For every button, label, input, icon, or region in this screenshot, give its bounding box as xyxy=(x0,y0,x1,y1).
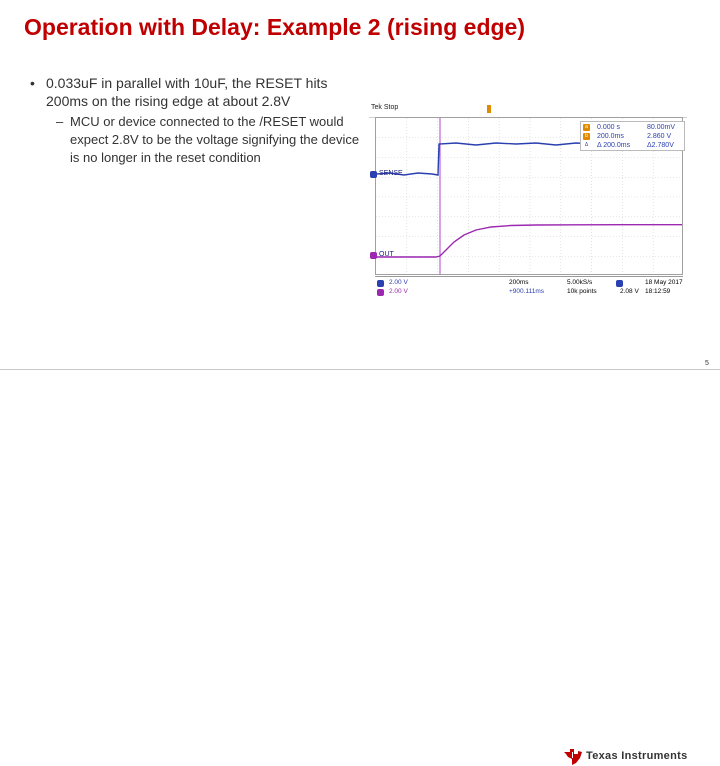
page-number: 5 xyxy=(705,360,709,367)
trigger-source-icon xyxy=(616,280,623,287)
record-length: 10k points xyxy=(567,288,597,295)
scope-settings-bar xyxy=(375,276,683,298)
measurement-row xyxy=(581,141,684,150)
measurement-row xyxy=(581,132,684,141)
scope-time: 18:12:59 xyxy=(645,288,671,295)
ti-brand-text: Texas Instruments xyxy=(586,750,688,762)
bullet-marker: • xyxy=(30,75,35,91)
scope-status: Tek Stop xyxy=(371,104,399,111)
ch1-scale-icon xyxy=(377,280,384,287)
ch2-marker-icon xyxy=(370,252,377,259)
bullet-list xyxy=(30,74,360,167)
timebase: 200ms xyxy=(509,279,529,286)
measurement-row xyxy=(581,123,684,132)
bullet-text: 0.033uF in parallel with 10uF, the RESET hits 200ms on the rising edge at about 2.8V xyxy=(46,75,328,109)
cursor-delta-value: Δ2.780V xyxy=(647,142,674,149)
scope-date: 18 May 2017 xyxy=(645,279,683,286)
scope-status-bar xyxy=(369,103,687,118)
ch1-label: SENSE xyxy=(379,170,403,177)
cursor-delta-badge: Δ xyxy=(584,142,589,148)
trigger-position: +900.111ms xyxy=(509,288,544,295)
sub-bullet-marker: – xyxy=(56,114,64,129)
cursor-b-time: 200.0ms xyxy=(597,133,624,140)
cursor-a-value: 80.00mV xyxy=(647,124,676,131)
ti-logo-icon xyxy=(563,746,583,766)
sub-bullet-item xyxy=(30,113,360,167)
trigger-marker xyxy=(487,105,491,113)
ch1-scale: 2.00 V xyxy=(389,279,408,286)
trigger-level: 2.08 V xyxy=(620,288,639,295)
cursor-delta-time: Δ 200.0ms xyxy=(597,142,631,149)
bullet-item xyxy=(30,74,360,110)
sub-bullet-text: MCU or device connected to the /RESET would expect 2.8V to be the voltage signifying the device is no longer in the reset condition xyxy=(70,114,360,165)
ch1-marker-icon xyxy=(370,171,377,178)
cursor-measurement-panel xyxy=(580,121,685,151)
slide-title: Operation with Delay: Example 2 (rising edge) xyxy=(24,14,526,40)
ch2-label: OUT xyxy=(379,251,394,258)
cursor-b-value: 2.860 V xyxy=(647,133,672,140)
footer xyxy=(0,369,720,762)
cursor-b-badge: b xyxy=(583,133,590,140)
oscilloscope-screenshot xyxy=(369,103,687,298)
cursor-a-badge: a xyxy=(583,124,590,131)
cursor-a-time: 0.000 s xyxy=(597,124,620,131)
sample-rate: 5.00kS/s xyxy=(567,279,593,286)
ch2-scale-icon xyxy=(377,289,384,296)
ch2-scale: 2.00 V xyxy=(389,288,408,295)
